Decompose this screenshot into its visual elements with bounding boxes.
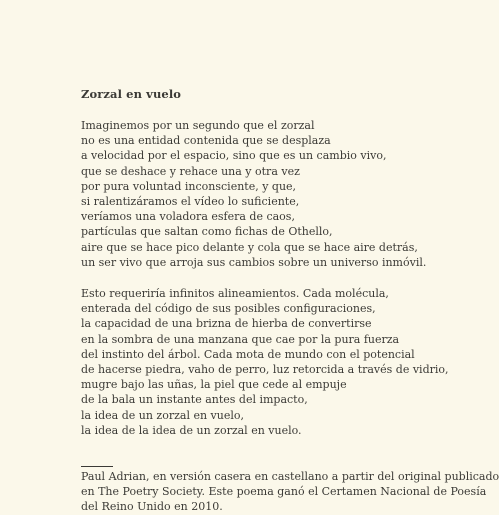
poem-line: Imaginemos por un segundo que el zorzal bbox=[81, 119, 315, 132]
footnote-line: del Reino Unido en 2010. bbox=[81, 500, 223, 514]
poem-line: Esto requeriría infinitos alineamientos. Cada molécula, bbox=[81, 287, 389, 300]
poem-line: si ralentizáramos el vídeo lo suficiente, bbox=[81, 195, 300, 209]
footnote bbox=[81, 469, 499, 515]
poem-line: partículas que saltan como fichas de Othello, bbox=[81, 225, 333, 239]
poem-line: la idea de un zorzal en vuelo, bbox=[81, 408, 244, 422]
stanza-2 bbox=[81, 286, 449, 438]
footnote-line: en The Poetry Society. Este poema ganó el Certamen Nacional de Poesía bbox=[81, 485, 487, 499]
poem-line: que se deshace y rehace una y otra vez bbox=[81, 164, 300, 178]
poem-line: no es una entidad contenida que se desplaza bbox=[81, 134, 331, 148]
poem-line: de hacerse piedra, vaho de perro, luz retorcida a través de vidrio, bbox=[81, 363, 449, 377]
poem-line: aire que se hace pico delante y cola que se hace aire detrás, bbox=[81, 240, 418, 254]
poem-line: del instinto del árbol. Cada mota de mundo con el potencial bbox=[81, 347, 415, 361]
stanza-1 bbox=[81, 118, 426, 270]
footnote-line: Paul Adrian, en versión casera en castellano a partir del original publicado bbox=[81, 470, 499, 483]
poem-line: mugre bajo las uñas, la piel que cede al empuje bbox=[81, 378, 347, 392]
poem-line: la capacidad de una brizna de hierba de convertirse bbox=[81, 317, 372, 331]
poem-line: veríamos una voladora esfera de caos, bbox=[81, 210, 295, 224]
footnote-divider bbox=[81, 466, 113, 467]
poem-line: enterada del código de sus posibles configuraciones, bbox=[81, 302, 376, 316]
poem-line: de la bala un instante antes del impacto, bbox=[81, 393, 308, 407]
poem-line: a velocidad por el espacio, sino que es un cambio vivo, bbox=[81, 149, 387, 163]
poem-title: Zorzal en vuelo bbox=[81, 87, 182, 101]
poem-line: un ser vivo que arroja sus cambios sobre un universo inmóvil. bbox=[81, 255, 427, 269]
poem-line: por pura voluntad inconsciente, y que, bbox=[81, 179, 297, 193]
poem-line: en la sombra de una manzana que cae por la pura fuerza bbox=[81, 332, 400, 346]
poem-line: la idea de la idea de un zorzal en vuelo. bbox=[81, 423, 302, 437]
